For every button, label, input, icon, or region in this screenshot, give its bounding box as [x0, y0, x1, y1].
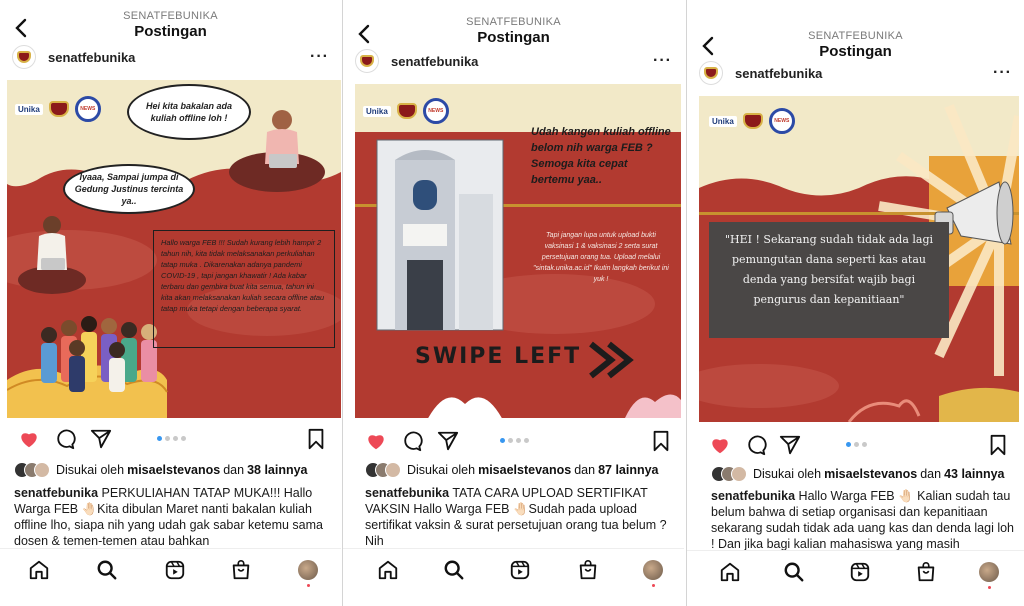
- post-actions: [343, 428, 684, 454]
- activity-dot: [307, 584, 310, 587]
- liked-mid: dan: [223, 463, 245, 477]
- speech-bubble-1: Hei kita bakalan ada kuliah offline loh !: [127, 84, 251, 140]
- post-logos: [709, 108, 795, 134]
- send-icon[interactable]: [90, 428, 112, 450]
- post-note: Tapi jangan lupa untuk upload bukti vaksinasi 1 & vaksinasi 2 serta surat persetujuan orang tua. Upload melalui "sintak.unika.ac.id" Ikutin langkah berikut ini yuk !: [533, 232, 669, 283]
- post-logos: [363, 98, 449, 124]
- liked-count[interactable]: 87 lainnya: [598, 463, 659, 477]
- post-actions: [0, 426, 341, 452]
- likers-avatars: [14, 462, 50, 478]
- news-logo: NEWS: [769, 108, 795, 134]
- post-caption: [14, 485, 331, 549]
- header-title: Postingan: [819, 43, 892, 60]
- comment-icon[interactable]: [54, 428, 76, 450]
- profile-avatar[interactable]: [298, 560, 318, 580]
- post-author[interactable]: [355, 48, 672, 74]
- home-icon[interactable]: [28, 559, 50, 581]
- liked-prefix: Disukai oleh: [407, 463, 476, 477]
- likes-summary[interactable]: [14, 462, 333, 478]
- comment-icon[interactable]: [745, 434, 767, 456]
- reels-icon[interactable]: [509, 559, 531, 581]
- caption-username[interactable]: senatfebunika: [14, 486, 99, 500]
- shop-icon[interactable]: [577, 559, 599, 581]
- unika-logo: Unika: [709, 116, 737, 127]
- header: [343, 16, 684, 46]
- post-author[interactable]: [12, 44, 329, 70]
- swipe-left-label: SWIPE LEFT: [415, 344, 582, 369]
- post-image[interactable]: [7, 80, 341, 418]
- bookmark-icon[interactable]: [650, 430, 672, 452]
- post-image[interactable]: [355, 84, 681, 418]
- speech-bubble-2: Iyaaa, Sampai jumpa di Gedung Justinus tercinta ya..: [63, 164, 195, 214]
- heart-icon[interactable]: [365, 430, 387, 452]
- header: [0, 10, 341, 40]
- senat-seal-logo: [743, 113, 763, 129]
- liked-user[interactable]: misaelstevanos: [824, 467, 918, 481]
- more-options-icon[interactable]: ···: [310, 48, 329, 65]
- caption-text: PERKULIAHAN TATAP MUKA!!! Hallo Warga FEB 🤚🏻Kita dibulan Maret nanti bakalan kuliah offline lho, siapa nih yang udah gak sabar ketemu sama dosen & temen-temen atau bahkan: [14, 486, 323, 548]
- post-heading: Udah kangen kuliah offline belom nih warga FEB ? Semoga kita cepat bertemu yaa..: [531, 126, 671, 186]
- post-actions: [687, 432, 1024, 458]
- author-avatar[interactable]: [12, 45, 36, 69]
- unika-logo: Unika: [363, 106, 391, 117]
- caption-username[interactable]: senatfebunika: [365, 486, 450, 500]
- post-author[interactable]: [699, 60, 1012, 86]
- heart-icon[interactable]: [18, 428, 40, 450]
- carousel-pager: [846, 442, 867, 447]
- bookmark-icon[interactable]: [987, 434, 1009, 456]
- liked-mid: dan: [920, 467, 942, 481]
- reels-icon[interactable]: [164, 559, 186, 581]
- phone-screen-3: [687, 0, 1024, 606]
- author-avatar[interactable]: [355, 49, 379, 73]
- announcement-note: Hallo warga FEB !!! Sudah kurang lebih hampir 2 tahun nih, kita tidak melaksanakan perkuliahan tatap muka . Dikarenakan adanya pandemi COVID-19 , tapi jangan khawatir ! Ada kabar terbaru dan gembira buat kita semua, tahun ini kita akan melaksanakan kuliah secara offline atau tatap muka tetapi dengan beberapa syarat.: [153, 230, 335, 348]
- bookmark-icon[interactable]: [305, 428, 327, 450]
- bottom-nav: [687, 550, 1024, 590]
- carousel-pager: [500, 438, 529, 443]
- shop-icon[interactable]: [230, 559, 252, 581]
- heart-icon[interactable]: [709, 434, 731, 456]
- likes-summary[interactable]: [711, 466, 1016, 482]
- author-username[interactable]: senatfebunika: [391, 53, 479, 69]
- send-icon[interactable]: [779, 434, 801, 456]
- more-options-icon[interactable]: ···: [653, 52, 672, 69]
- liked-count[interactable]: 43 lainnya: [944, 467, 1005, 481]
- news-logo: NEWS: [423, 98, 449, 124]
- activity-dot: [988, 586, 991, 589]
- header-account: SENATFEBUNIKA: [808, 30, 903, 42]
- home-icon[interactable]: [377, 559, 399, 581]
- announcement-quote: "HEI ! Sekarang sudah tidak ada lagi pemungutan dana seperti kas atau denda yang bersifat wajib bagi pengurus dan kepanitiaan": [709, 222, 949, 338]
- author-username[interactable]: senatfebunika: [735, 65, 823, 81]
- shop-icon[interactable]: [915, 561, 937, 583]
- bottom-nav: [343, 548, 684, 588]
- likers-avatars: [365, 462, 401, 478]
- unika-logo: Unika: [15, 104, 43, 115]
- search-icon[interactable]: [783, 561, 805, 583]
- liked-prefix: Disukai oleh: [56, 463, 125, 477]
- likes-summary[interactable]: [365, 462, 676, 478]
- header-account: SENATFEBUNIKA: [123, 10, 218, 22]
- search-icon[interactable]: [443, 559, 465, 581]
- liked-prefix: Disukai oleh: [753, 467, 822, 481]
- news-logo: NEWS: [75, 96, 101, 122]
- activity-dot: [652, 584, 655, 587]
- senat-seal-logo: [49, 101, 69, 117]
- senat-seal-logo: [397, 103, 417, 119]
- liked-user[interactable]: misaelstevanos: [127, 463, 221, 477]
- post-image[interactable]: [699, 96, 1019, 422]
- post-logos: [15, 96, 101, 122]
- more-options-icon[interactable]: ···: [993, 64, 1012, 81]
- home-icon[interactable]: [719, 561, 741, 583]
- liked-count[interactable]: 38 lainnya: [247, 463, 308, 477]
- carousel-pager: [157, 436, 186, 441]
- profile-avatar[interactable]: [979, 562, 999, 582]
- header: [687, 30, 1024, 60]
- phone-screen-2: [343, 0, 684, 606]
- profile-avatar[interactable]: [643, 560, 663, 580]
- liked-user[interactable]: misaelstevanos: [478, 463, 572, 477]
- caption-text: Hallo Warga FEB 🤚🏻 Kalian sudah tau belum bahwa di setiap organisasi dan kepanitiaan sekarang sudah tidak ada uang kas dan denda lagi loh ! Dan jika bagi kalian mahasiswa yang masih: [711, 489, 1014, 550]
- author-username[interactable]: senatfebunika: [48, 49, 136, 65]
- caption-username[interactable]: senatfebunika: [711, 489, 796, 503]
- post-caption: [711, 488, 1014, 550]
- search-icon[interactable]: [96, 559, 118, 581]
- header-account: SENATFEBUNIKA: [466, 16, 561, 28]
- header-title: Postingan: [134, 23, 207, 40]
- header-title: Postingan: [477, 29, 550, 46]
- send-icon[interactable]: [437, 430, 459, 452]
- author-avatar[interactable]: [699, 61, 723, 85]
- reels-icon[interactable]: [849, 561, 871, 583]
- post-caption: [365, 485, 674, 549]
- caption-text: TATA CARA UPLOAD SERTIFIKAT VAKSIN Hallo Warga FEB 🤚🏻Sudah pada upload sertifikat vaksin & surat persetujuan orang tua belum ? Nih: [365, 486, 667, 548]
- liked-mid: dan: [574, 463, 596, 477]
- bottom-nav: [0, 548, 341, 588]
- likers-avatars: [711, 466, 747, 482]
- phone-screen-1: [0, 0, 341, 606]
- comment-icon[interactable]: [401, 430, 423, 452]
